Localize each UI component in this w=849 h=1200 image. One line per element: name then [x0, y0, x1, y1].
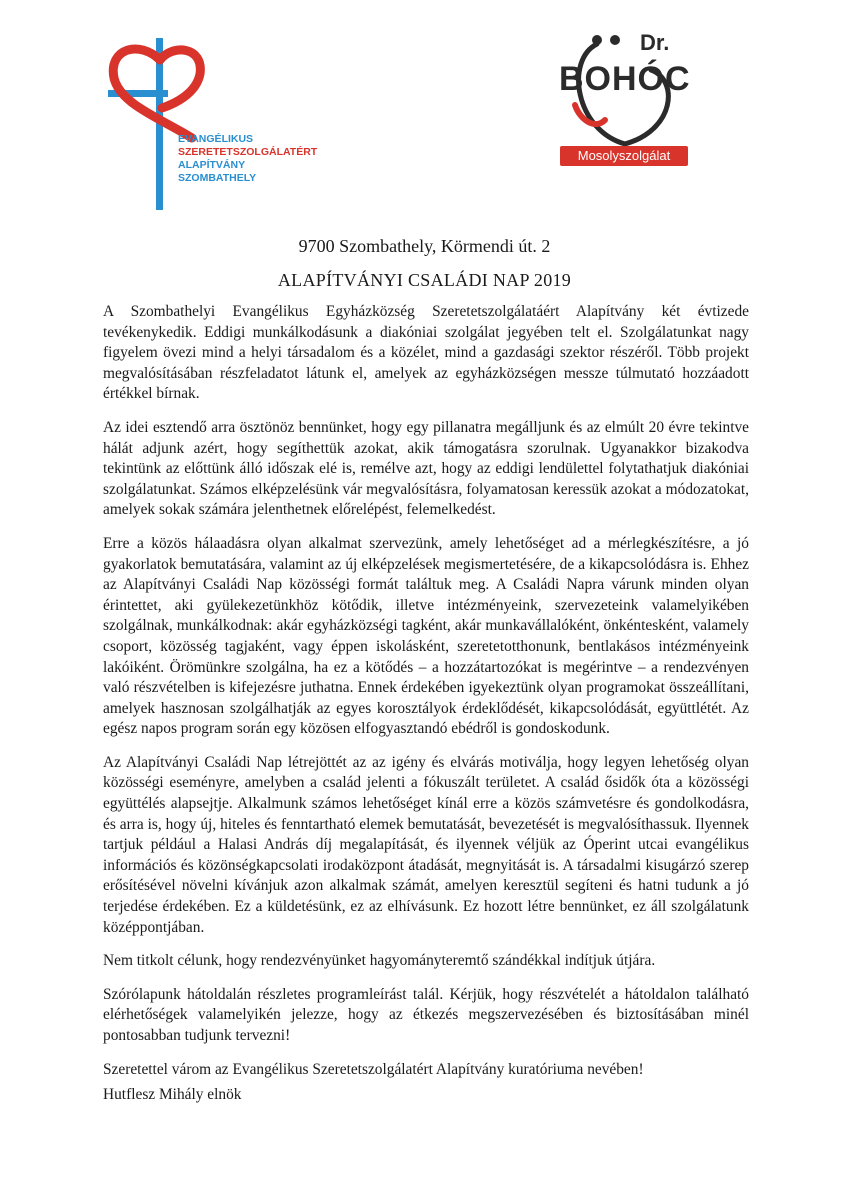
logo-line-1: EVANGÉLIKUS [178, 133, 254, 145]
paragraph-2: Az idei esztendő arra ösztönöz bennünket, hogy egy pillanatra megálljunk és az elmúlt 20 évre tekintve hálát adjunk azért, hogy segíthettük azokat, akik támogatásra szorulnak. Ugyanakkor bizakodva tekintünk az előttünk álló időszak elé is, remélve azt, hogy az eddigi lendülettel folytathatjuk diakóniai szolgálatunkat. Számos elképzelésünk vár megvalósításra, folyamatosan keressük azokat a módozatokat, amelyek sokak számára jelenthetnek előrelépést, felemelkedést. [103, 418, 749, 519]
logo-line-3: ALAPÍTVÁNY [178, 159, 246, 171]
paragraph-7: Szeretettel várom az Evangélikus Szeretetszolgálatért Alapítvány kuratóriuma nevében! [103, 1060, 644, 1078]
paragraph-1: A Szombathelyi Evangélikus Egyházközség Szeretetszolgálatáért Alapítvány két évtizede tevékenykedik. Eddigi munkálkodásunk a diakóniai szolgálat jegyében telt el. Szolgálatunkat nagy figyelem övezi mind a helyi társadalom és a közélet, mind a gazdasági szektor részéről. Több projekt megvalósításában részfeladatot látunk el, amelyek az egyházközségen messze túlmutató hozzáadott értékkel bírnak. [103, 303, 749, 403]
foundation-logo-text [178, 133, 317, 185]
heart-cross-icon [100, 38, 330, 213]
logo-tagline: Mosolyszolgálat [560, 146, 688, 166]
letter-body [103, 302, 749, 1093]
signature: Hutflesz Mihály elnök [103, 1086, 242, 1103]
logo-line-4: SZOMBATHELY [178, 172, 257, 184]
dr-bohoc-logo [555, 20, 705, 180]
foundation-logo [100, 38, 330, 213]
logo-bohoc-text: BOHÓC [559, 60, 691, 98]
paragraph-3: Erre a közös hálaadásra olyan alkalmat szervezünk, amely lehetőséget ad a mérlegkészítésre, a jó gyakorlatok bemutatására, valamint az új elképzelések megismertetésére, de a kikapcsolódásra is. Ehhez az Alapítványi Családi Nap közösségi formát találtuk meg. A Családi Napra várunk minden olyan érintettet, aki gyülekezetünkhöz kötődik, illetve intézményeink, szervezeteink valamelyikében szolgálnak, munkálkodnak: akár egyházközségi tagként, akár munkavállalóként, önkéntesként, valamely csoport, közösség tagjaként, vagy éppen iskolásként, szeretetotthonunk, bentlakásos intézményeink lakóiként. Örömünkre szolgálna, ha ez a kötődés – a hozzátartozókat is megérintve – a rendezvényen való részvételben is kifejezésre juthatna. Ennek érdekében igyekeztünk olyan programokat összeállítani, amelyek hasznosan szolgálhatják az egyes korosztályok érdeklődését, kikapcsolódását, együttlétét. Az egész napos program során egy közösen elfogyasztandó ebédről is gondoskodunk. [103, 534, 749, 738]
paragraph-6: Szórólapunk hátoldalán részletes programleírást talál. Kérjük, hogy részvételét a hátoldalon található elérhetőségek valamelyikén jelezze, hogy az étkezés megszervezésében és biztosításában minél pontosabban tudjunk tervezni! [103, 985, 749, 1044]
document-title: ALAPÍTVÁNYI CSALÁDI NAP 2019 [277, 270, 572, 290]
address-line: 9700 Szombathely, Körmendi út. 2 [298, 236, 551, 256]
logo-dr-text: Dr. [640, 30, 670, 55]
logo-line-2: SZERETETSZOLGÁLATÉRT [178, 146, 318, 158]
paragraph-5: Nem titkolt célunk, hogy rendezvényünket hagyományteremtő szándékkal indítjuk útjára. [103, 952, 656, 970]
paragraph-4: Az Alapítványi Családi Nap létrejöttét az az igény és elvárás motiválja, hogy legyen lehetőség olyan közösségi eseményre, amelyben a család jelenti a fókuszált területet. A család ősidők óta a közösségi együttélés alapsejtje. Alkalmunk számos lehetőséget kínál erre a közös számvetésre és gondolkodásra, és arra is, hogy új, hiteles és fenntartható elemek bemutatását, bevezetését is megvalósíthassuk. Ilyennek tartjuk például a Halasi András díj megalapítását, és ilyennek véljük az Óperint utcai evangélikus információs és közönségkapcsolati irodaközpont átadását, megnyitását is. A társadalmi kisugárzó szerep erősítésével növelni kívánjuk azon alkalmak számát, amelyen keresztül segíteni és hatni tudunk a jó terjedése érdekében. Ez a küldetésünk, ez az elhívásunk. Ez hozott létre bennünket, ez áll szolgálatunk középpontjában. [103, 753, 749, 936]
